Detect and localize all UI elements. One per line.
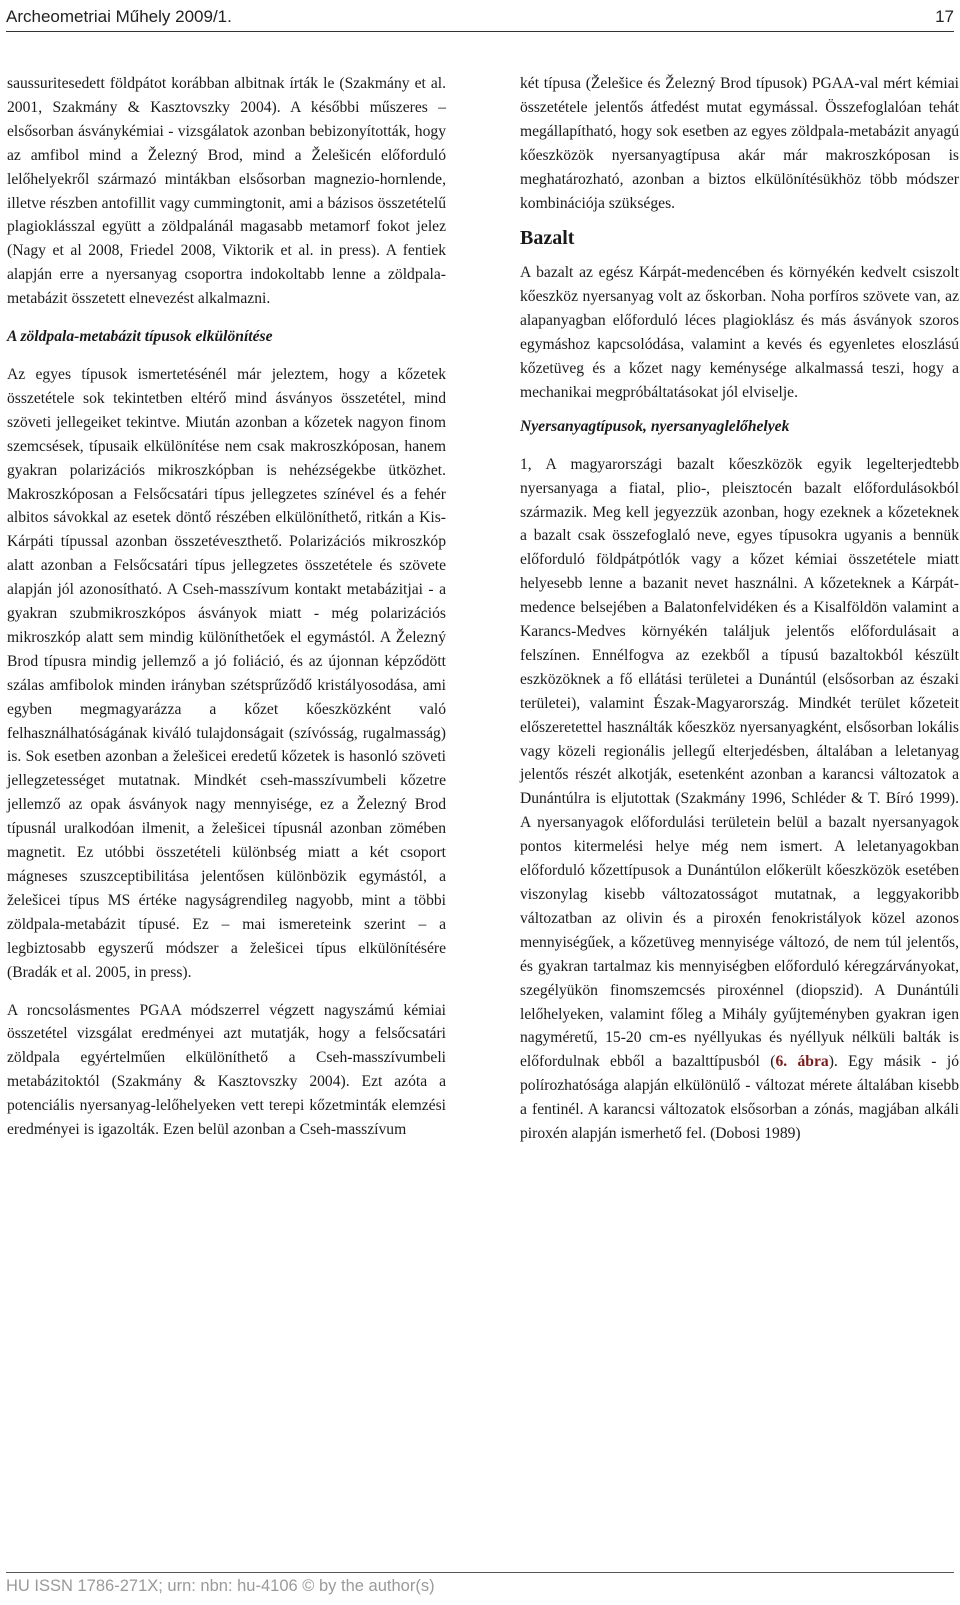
paragraph-right-3 bbox=[520, 453, 959, 1146]
paragraph-right-3-start: 1, A magyarországi bazalt kőeszközök egyik legelterjedtebb nyersanyaga a fiatal, plio-, pleisztocén bazalt előfordulásokból származik. Meg kell jegyezzük azonban, hogy ezeknek a kőzeteknek a bazalt csak összefoglaló neve, egyes típusokra ugyanis a bennük előforduló földpátpótlók vagy a kőzet kémiai összetétele miatt helyesebb lenne a bazanit nevet használni. A kőzeteknek a Kárpát-medence belsejében a Balatonfelvidéken és a Kisalföldön valamint a Karancs-Medves környékén találjuk jelentős előfordulásait a felszínen. Ennélfogva az ezekből a típusú bazaltokból készült eszközöknek a fő ellátási területei a Dunántúl (elsősorban az északi területei), valamint Észak-Magyarország. Mindkét terület kőzeteit előszeretettel használták kőeszköz nyersanyagként, elsősorban lokális vagy közeli regionális jellegű elterjedésben, általában a leletanyag jelentős részét alkotják, esetenként azonban a karancsi változatok a Dunántúlra is eljutottak (Szakmány 1996, Schléder & T. Bíró 1999). A nyersanyagok előfordulási területein belül a bazalt nyersanyagok pontos kitermelési helye még nem ismert. A leletanyagokban előforduló kőzettípusok a Dunántúlon előkerült kőeszközök esetében viszonylag kisebb változatosságot mutatnak, a leggyakoribb változatban az olivin és a piroxén fenokristályok közel azonos mennyiségűek, a kőzetüveg mennyisége változó, de nem túl jelentős, és gyakran tartalmaz kis mennyiségben előforduló kéregzárványokat, szegélyükön finomszemcsés piroxénnel (diopszid). A Dunántúli lelőhelyeken, valamint főleg a Mihály gyűjteményben gyakran igen nagyméretű, 15-20 cm-es nyéllyukas és nyéllyuk nélküli balták is előfordulnak ebből a bazalttípusból ( bbox=[520, 455, 959, 1071]
running-header bbox=[6, 0, 954, 32]
paragraph-left-3: A roncsolásmentes PGAA módszerrel végzett nagyszámú kémiai összetétel vizsgálat eredményei azt mutatják, hogy a felsőcsatári zöldpala egyértelműen elkülöníthető a Cseh-masszívumbeli metabázitoktól (Szakmány & Kasztovszky 2004). Ezt azóta a potenciális nyersanyag-lelőhelyeken vett terepi kőzetminták elemzési eredményei is igazolták. Ezen belül azonban a Cseh-masszívum bbox=[7, 1001, 446, 1139]
paragraph-left-1: saussuritesedett földpátot korábban albitnak írták le (Szakmány et al. 2001, Szakmány & Kasztovszky 2004). A későbbi műszeres – elsősorban ásványkémiai - vizsgálatok azonban bebizonyították, hogy az amfibol mind a Železný Brod, mind a Želešicén előforduló lelőhelyekről származó mintákban elsősorban magnezio-hornlende, illetve részben antofillit vagy cummingtonit, ami a bázisos összetételű plagioklásszal együtt a zöldpalánál magasabb metamorf fokot jelez (Nagy et al 2008, Friedel 2008, Viktorik et al. in press). A fentiek alapján erre a nyersanyag csoportra indokoltabb lenne a zöldpala-metabázit összetett elnevezést alkalmazni. bbox=[7, 75, 446, 308]
section-title-basalt: Bazalt bbox=[520, 227, 575, 250]
page-number: 17 bbox=[935, 7, 954, 26]
paragraph-right-2: A bazalt az egész Kárpát-medencében és környékén kedvelt csiszolt kőeszköz nyersanyag volt az őskorban. Noha porfíros szövete van, az alapanyagban előforduló léces plagioklász és más ásványok szoros egymáshoz kapcsolódása, valamint a kevés és egyenletes eloszlású kőzetüveg és a kőzet nagy keménysége alkalmassá teszi, hogy a mechanikai megpróbáltatásokat jól elviselje. bbox=[520, 264, 959, 401]
page-footer bbox=[6, 1572, 954, 1596]
paragraph-right-3-end: ). Egy másik - jó polírozhatósága alapján elkülönülő - változat mérete általában kisebb a fentinél. A karancsi változatok elsősorban a zónás, magjában alkáli piroxén alapján ismerhető fel. (Dobosi 1989) bbox=[520, 1053, 960, 1143]
figure-reference-link[interactable]: 6. ábra bbox=[775, 1053, 829, 1071]
subheading-types: A zöldpala-metabázit típusok elkülönítése bbox=[7, 328, 273, 346]
paragraph-left-2: Az egyes típusok ismertetésénél már jeleztem, hogy a kőzetek összetétele sok tekintetben eltérő mind ásványos összetétel, mind szöveti jellegeiket tekintve. Miután azonban a kőzetek nagyon finom szemcsések, típusaik elkülönítése nem csak makroszkóposan, hanem gyakran polarizációs mikroszkópban is nehézségekbe ütközhet. Makroszkóposan a Felsőcsatári típus jellegzetes színével és a fehér albitos sávokkal az esetek döntő részében elkülöníthető, ritkán a Kis-Kárpáti típussal azonban összetéveszthető. Polarizációs mikroszkóp alatt azonban a Felsőcsatári típus jellegzetes összetétele és szövete alapján jól azonosítható. A Cseh-masszívum kontakt metabázitjai - a gyakran szubmikroszkópos ásványok miatt - még polarizációs mikroszkóp alatt sem mindig különíthetőek el egymástól. A Železný Brod típusra mindig jellemző a jó foliáció, és az újonnan képződött szálas amfibolok minden irányban szétsprűződő kristályosodása, ami egyben megmagyarázza a kőzet kőeszközként való felhasználhatóságának kiváló tulajdonságait (szívósság, rugalmasság) is. Sok esetben azonban a želešicei eredetű kőzetek is hasonló szöveti jellegzetességet mutatnak. Mindkét cseh-masszívumbeli kőzetre jellemző az opak ásványok nagy mennyisége, ez a Železný Brod típusnál uralkodóan ilmenit, a želešicei típusnál azonban zömében magnetit. Ez utóbbi összetételi különbség miatt a két csoport mágneses szuszceptibilitása jelentősen különbözik egymástól, a želešicei típus MS értéke nagyságrendileg nagyobb, mint a többi zöldpala-metabázit típusé. Ez – mai ismereteink szerint – a legbiztosabb egyszerű módszer a želešicei típus elkülönítésére (Bradák et al. 2005, in press). bbox=[7, 365, 446, 981]
subheading-raw-materials: Nyersanyagtípusok, nyersanyaglelőhelyek bbox=[520, 417, 790, 435]
footer-issn: HU ISSN 1786-271X; urn: nbn: hu-4106 © by the author(s) bbox=[6, 1577, 435, 1595]
right-column bbox=[520, 72, 959, 1146]
journal-title: Archeometriai Műhely 2009/1. bbox=[6, 7, 232, 26]
left-column bbox=[7, 72, 446, 1142]
paragraph-right-1: két típusa (Želešice és Železný Brod típusok) PGAA-val mért kémiai összetétele jelentős átfedést mutat egymással. Összefoglalóan tehát megállapítható, hogy sok esetben az egyes zöldpala-metabázit anyagú kőeszközök nyersanyagtípusa akár már makroszkóposan is meghatározható, azonban a biztos elkülönítésükhöz több módszer kombinációja szükséges. bbox=[520, 75, 959, 212]
